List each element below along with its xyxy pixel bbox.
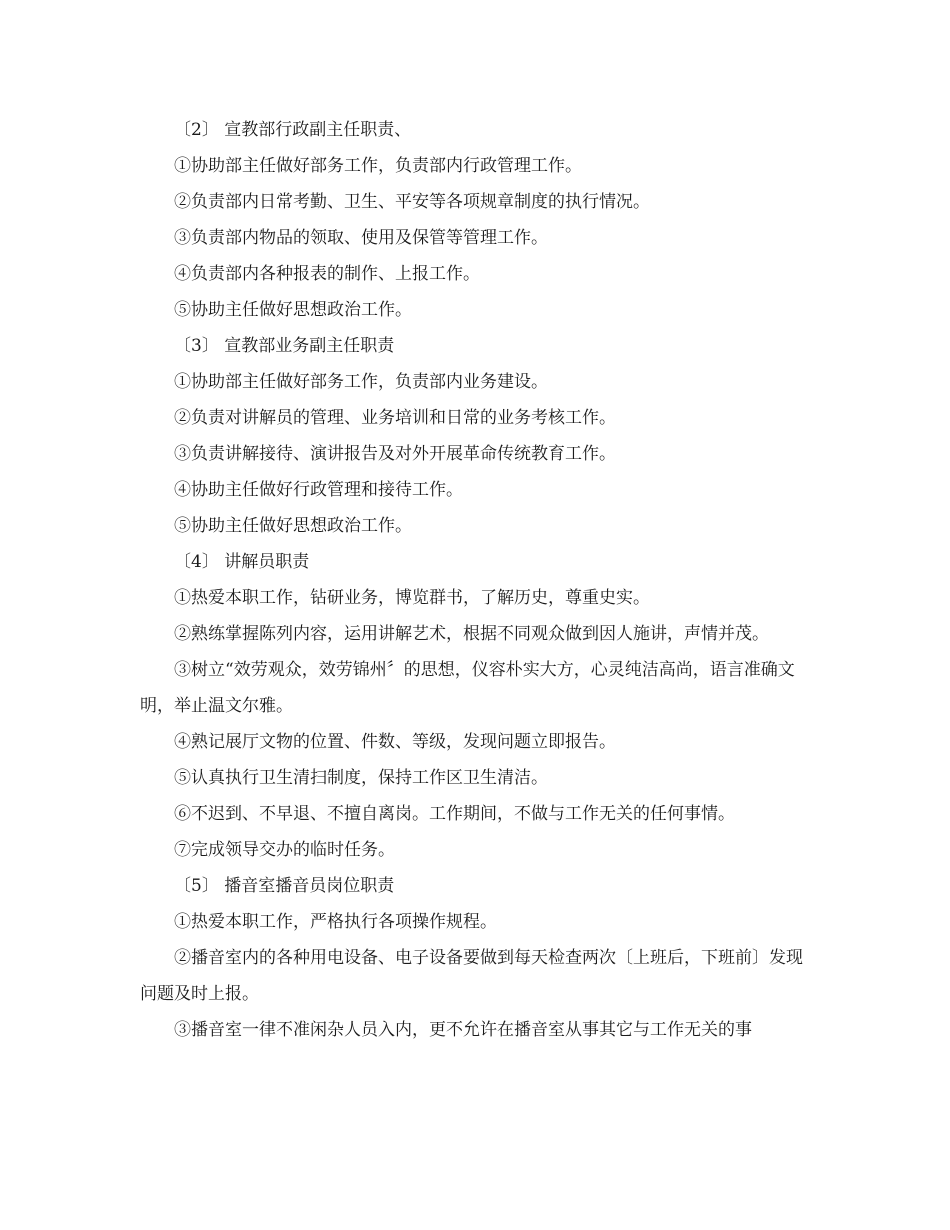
paragraph: ⑤认真执行卫生清扫制度，保持工作区卫生清洁。 — [174, 768, 548, 788]
paragraph: ①热爱本职工作，钻研业务，博览群书，了解历史，尊重史实。 — [174, 588, 650, 608]
paragraph: ①热爱本职工作，严格执行各项操作规程。 — [174, 912, 497, 932]
document-body — [140, 112, 815, 1048]
paragraph: ①协助部主任做好部务工作，负责部内业务建设。 — [174, 372, 548, 392]
paragraph: ⑤协助主任做好思想政治工作。 — [174, 300, 412, 320]
paragraph: ②负责部内日常考勤、卫生、平安等各项规章制度的执行情况。 — [174, 192, 650, 212]
paragraph: ④协助主任做好行政管理和接待工作。 — [174, 480, 463, 500]
paragraph: ⑦完成领导交办的临时任务。 — [174, 840, 395, 860]
section-heading-4: 〔4〕 讲解员职责 — [174, 552, 310, 572]
paragraph: ③负责讲解接待、演讲报告及对外开展革命传统教育工作。 — [174, 444, 616, 464]
paragraph: ④熟记展厅文物的位置、件数、等级，发现问题立即报告。 — [174, 732, 616, 752]
section-heading-2: 〔2〕 宣教部行政副主任职责、 — [174, 120, 412, 140]
paragraph: ⑤协助主任做好思想政治工作。 — [174, 516, 412, 536]
paragraph: ②负责对讲解员的管理、业务培训和日常的业务考核工作。 — [174, 408, 616, 428]
paragraph: ②熟练掌握陈列内容，运用讲解艺术，根据不同观众做到因人施讲，声情并茂。 — [174, 624, 769, 644]
paragraph: ⑥不迟到、不早退、不擅自离岗。工作期间，不做与工作无关的任何事情。 — [174, 804, 735, 824]
paragraph: ①协助部主任做好部务工作，负责部内行政管理工作。 — [174, 156, 582, 176]
paragraph: ③负责部内物品的领取、使用及保管等管理工作。 — [174, 228, 548, 248]
section-heading-3: 〔3〕 宣教部业务副主任职责 — [174, 336, 395, 356]
paragraph: ④负责部内各种报表的制作、上报工作。 — [174, 264, 480, 284]
paragraph: ③播音室一律不准闲杂人员入内，更不允许在播音室从事其它与工作无关的事 — [174, 1020, 752, 1040]
paragraph: ②播音室内的各种用电设备、电子设备要做到每天检查两次〔上班后，下班前〕发现问题及时上报。 — [140, 948, 803, 1004]
paragraph: ③树立“效劳观众，效劳锦州〞的思想，仪容朴实大方，心灵纯洁高尚，语言准确文明，举止温文尔雅。 — [140, 660, 795, 716]
section-heading-5: 〔5〕 播音室播音员岗位职责 — [174, 876, 395, 896]
